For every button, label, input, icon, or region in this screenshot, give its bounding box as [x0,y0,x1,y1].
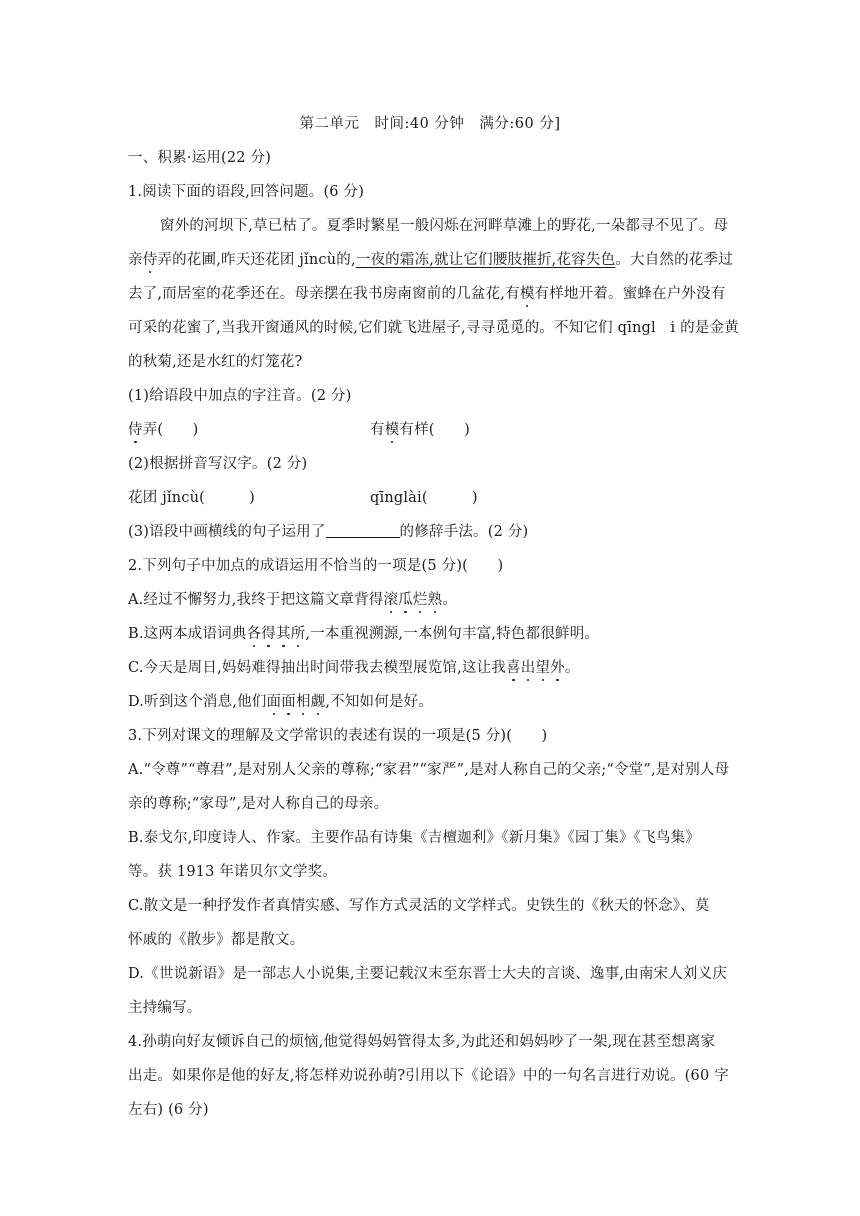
question-4-line-1: 4.孙萌向好友倾诉自己的烦恼,他觉得妈妈管得太多,为此还和妈妈吵了一架,现在甚至想离家 [128,1034,716,1050]
dotted-char: 所 [290,626,306,642]
dotted-char: 觑 [310,694,326,710]
dotted-char: 模 [519,286,535,302]
underlined-sentence: 一夜的霜冻,就让它们腰肢摧折,花容失色 [355,252,616,268]
question-3-option-a-line-1: A.“令尊”“尊君”,是对别人父亲的尊称;“家君”“家严”,是对人称自己的父亲;“令堂”,是对别人母 [128,762,730,778]
question-3-option-c-line-1: C.散文是一种抒发作者真情实感、写作方式灵活的文学样式。史铁生的《秋天的怀念》、莫 [128,898,710,914]
passage-line-4: 可采的花蜜了,当我开窗通风的时候,它们就飞进屋子,寻寻觅觅的。不知它们 qīngl i 的是金黄 [128,320,739,336]
dotted-char: 各 [246,626,262,642]
dotted-char: 面 [281,694,296,710]
question-2-option-a: A.经过不懈努力,我终于把这篇文章背得滚瓜烂熟。 [128,592,458,608]
answer-blank[interactable] [326,523,400,538]
question-1-stem: 1.阅读下面的语段,回答问题。(6 分) [128,184,365,200]
question-3-stem: 3.下列对课文的理解及文学常识的表述有误的一项是(5 分)( ) [128,728,548,744]
dotted-char: 望 [535,660,551,676]
question-3-option-c-line-2: 怀戚的《散步》都是散文。 [128,932,305,948]
dotted-char: 瓜 [398,592,413,608]
question-3-option-d-line-2: 主持编写。 [128,1000,202,1016]
question-2-option-c: C.今天是周日,妈妈难得抽出时间带我去模型展览馆,这让我喜出望外。 [128,660,580,676]
sub-question-2-stem: (2)根据拼音写汉字。(2 分) [128,456,308,472]
question-3-option-d-line-1: D.《世说新语》是一部志人小说集,主要记载汉末至东晋士大夫的言谈、逸事,由南宋人刘义庆 [128,966,728,982]
sub-question-1-item-b: 有模有样( ) [370,422,470,438]
dotted-char: 侍 [128,422,143,438]
passage-line-1: 窗外的河坝下,草已枯了。夏季时繁星一般闪烁在河畔草滩上的野花,一朵都寻不见了。母 [160,218,729,234]
question-3-option-a-line-2: 亲的尊称;“家母”,是对人称自己的母亲。 [128,796,389,812]
passage-line-5: 的秋菊,还是水红的灯笼花? [128,354,303,370]
question-2-option-b: B.这两本成语词典各得其所,一本重视溯源,一本例句丰富,特色都很鲜明。 [128,626,600,642]
sub-question-2-item-b: qīnglài( ) [370,490,478,506]
dotted-char: 滚 [383,592,399,608]
dotted-char: 熟 [427,592,443,608]
dotted-char: 相 [295,694,311,710]
sub-question-2-item-a: 花团 jǐncù( ) [128,490,255,506]
dotted-char: 出 [520,660,536,676]
section-heading: 一、积累·运用(22 分) [128,150,272,166]
dotted-char: 侍 [142,252,158,268]
dotted-char: 其 [275,626,291,642]
passage-line-2: 亲侍弄的花圃,昨天还花团 jǐncù的,一夜的霜冻,就让它们腰肢摧折,花容失色。大自然的花季过 [128,252,733,268]
sub-question-1-item-a: 侍弄( ) [128,422,199,438]
question-3-option-b-line-1: B.泰戈尔,印度诗人、作家。主要作品有诗集《吉檀迦利》《新月集》《园丁集》《飞鸟集》 [128,830,701,846]
dotted-char: 模 [384,422,400,438]
sub-question-1-stem: (1)给语段中加点的字注音。(2 分) [128,388,352,404]
question-3-option-b-line-2: 等。获 1913 年诺贝尔文学奖。 [128,864,338,880]
passage-line-3: 去了,而居室的花季还在。母亲摆在我书房南窗前的几盆花,有模有样地开着。蜜蜂在户外没有 [128,286,726,302]
dotted-char: 喜 [506,660,521,676]
page-title: 第二单元 时间:40 分钟 满分:60 分] [299,116,561,132]
question-4-line-3: 左右) (6 分) [128,1102,209,1118]
question-2-option-d: D.听到这个消息,他们面面相觑,不知如何是好。 [128,694,434,710]
question-2-stem: 2.下列句子中加点的成语运用不恰当的一项是(5 分)( ) [128,558,504,574]
dotted-char: 外 [550,660,565,676]
question-4-line-2: 出走。如果你是他的好友,将怎样劝说孙萌?引用以下《论语》中的一句名言进行劝说。(60 字 [128,1068,729,1084]
sub-question-3: (3)语段中画横线的句子运用了 的修辞手法。(2 分) [128,524,529,540]
dotted-char: 得 [261,626,276,642]
dotted-char: 面 [266,694,282,710]
dotted-char: 烂 [412,592,428,608]
